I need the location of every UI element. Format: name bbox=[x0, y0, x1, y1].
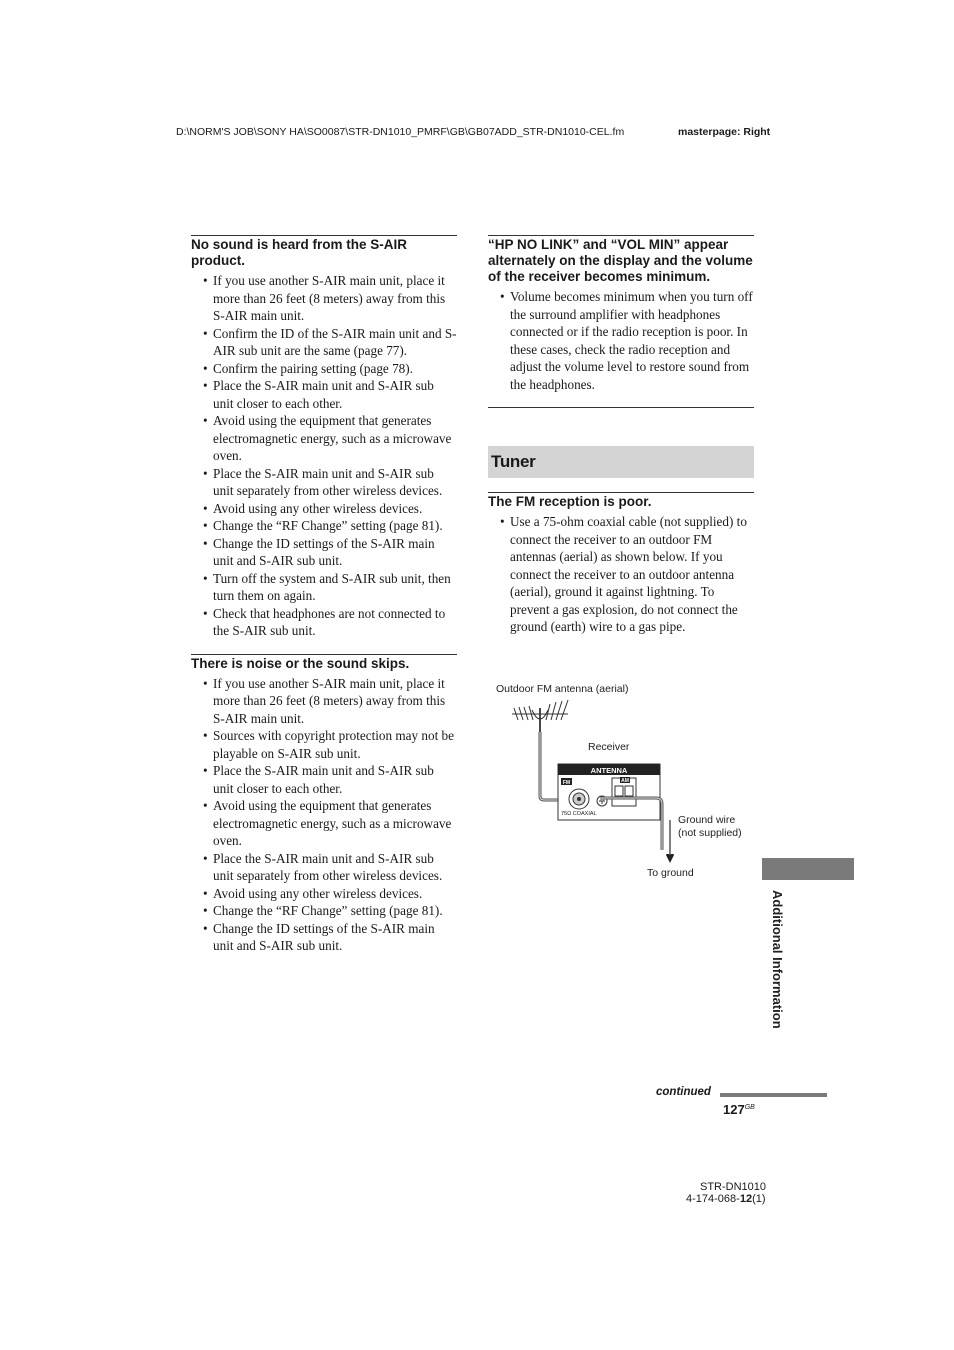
page-number-value: 127 bbox=[723, 1102, 745, 1117]
list-item: • Change the ID settings of the S-AIR main unit and S-AIR sub unit. bbox=[213, 535, 457, 570]
section-heading-fm-reception: The FM reception is poor. bbox=[488, 492, 754, 510]
am-label: AM bbox=[621, 778, 629, 784]
outdoor-antenna-icon bbox=[512, 700, 568, 732]
right-column bbox=[488, 235, 754, 636]
ground-wire-label: Ground wire bbox=[678, 814, 736, 826]
left-column bbox=[191, 235, 457, 955]
part-code-bold: 12 bbox=[739, 1193, 753, 1205]
list-item: • Confirm the pairing setting (page 78). bbox=[213, 360, 457, 378]
list-item: • Place the S-AIR main unit and S-AIR sub unit closer to each other. bbox=[213, 377, 457, 412]
antenna-connection-diagram bbox=[488, 680, 754, 885]
tuner-section-title: Tuner bbox=[488, 446, 754, 478]
list-item: • Use a 75-ohm coaxial cable (not supplied) to connect the receiver to an outdoor FM antennas (aerial) as shown below. If you connect the receiver to an outdoor antenna (aerial), ground it against lightning. To prevent a gas explosion, do not connect the ground (earth) wire to a gas pipe. bbox=[510, 513, 754, 636]
bullet-list-hp-no-link bbox=[488, 288, 754, 393]
list-item: • Sources with copyright protection may not be playable on S-AIR sub unit. bbox=[213, 727, 457, 762]
list-item: • Avoid using the equipment that generates electromagnetic energy, such as a microwave oven. bbox=[213, 412, 457, 465]
page-number bbox=[723, 1102, 755, 1117]
list-item: • Avoid using any other wireless devices. bbox=[213, 500, 457, 518]
list-item: • Place the S-AIR main unit and S-AIR sub unit separately from other wireless devices. bbox=[213, 465, 457, 500]
list-item: • Avoid using any other wireless devices. bbox=[213, 885, 457, 903]
bullet-list-no-sound bbox=[191, 272, 457, 640]
list-item: • Change the ID settings of the S-AIR main unit and S-AIR sub unit. bbox=[213, 920, 457, 955]
section-heading-hp-no-link: “HP NO LINK” and “VOL MIN” appear alternately on the display and the volume of the receiver becomes minimum. bbox=[488, 237, 753, 284]
ground-wire-note: (not supplied) bbox=[678, 827, 742, 839]
receiver-antenna-panel bbox=[558, 764, 660, 820]
section-heading-no-sound: No sound is heard from the S-AIR product. bbox=[191, 235, 457, 269]
section-heading-noise: There is noise or the sound skips. bbox=[191, 654, 457, 672]
list-item: • Change the “RF Change” setting (page 81). bbox=[213, 517, 457, 535]
section-divider bbox=[488, 407, 754, 408]
fm-label: FM bbox=[562, 780, 571, 786]
continued-bar bbox=[720, 1093, 827, 1097]
continued-label: continued bbox=[656, 1086, 711, 1098]
list-item: • Turn off the system and S-AIR sub unit, then turn them on again. bbox=[213, 570, 457, 605]
list-item: • Avoid using the equipment that generates electromagnetic energy, such as a microwave oven. bbox=[213, 797, 457, 850]
header-file-path: D:\NORM'S JOB\SONY HA\SO0087\STR-DN1010_PMRF\GB\GB07ADD_STR-DN1010-CEL.fm bbox=[176, 126, 625, 138]
bullet-list-fm-reception bbox=[488, 513, 754, 636]
list-item: • Place the S-AIR main unit and S-AIR sub unit closer to each other. bbox=[213, 762, 457, 797]
list-item: • If you use another S-AIR main unit, place it more than 26 feet (8 meters) away from this S-AIR main unit. bbox=[213, 675, 457, 728]
side-tab-label: Additional Information bbox=[770, 890, 785, 1029]
list-item: • Confirm the ID of the S-AIR main unit and S-AIR sub unit are the same (page 77). bbox=[213, 325, 457, 360]
panel-antenna-label: ANTENNA bbox=[590, 766, 628, 775]
model-number: STR-DN1010 bbox=[700, 1181, 767, 1193]
list-item: • Volume becomes minimum when you turn off the surround amplifier with headphones connected or if the radio reception is poor. In these cases, check the radio reception and adjust the volume level to restore sound from the headphones. bbox=[510, 288, 754, 393]
part-code-prefix: 4-174-068- bbox=[686, 1193, 740, 1205]
header-masterpage: masterpage: Right bbox=[678, 126, 771, 138]
bullet-list-noise bbox=[191, 675, 457, 955]
antenna-label: Outdoor FM antenna (aerial) bbox=[496, 683, 629, 695]
side-tab-marker bbox=[762, 858, 854, 880]
part-code bbox=[686, 1193, 766, 1205]
receiver-label: Receiver bbox=[588, 741, 630, 753]
list-item: • Place the S-AIR main unit and S-AIR sub unit separately from other wireless devices. bbox=[213, 850, 457, 885]
list-item: • Change the “RF Change” setting (page 81). bbox=[213, 902, 457, 920]
page-number-suffix: GB bbox=[744, 1104, 755, 1111]
coaxial-label: 75Ω COAXIAL bbox=[561, 811, 597, 817]
list-item: • If you use another S-AIR main unit, place it more than 26 feet (8 meters) away from this S-AIR main unit. bbox=[213, 272, 457, 325]
part-code-suffix: (1) bbox=[752, 1193, 766, 1205]
list-item: • Check that headphones are not connected to the S-AIR sub unit. bbox=[213, 605, 457, 640]
to-ground-label: To ground bbox=[647, 867, 694, 879]
